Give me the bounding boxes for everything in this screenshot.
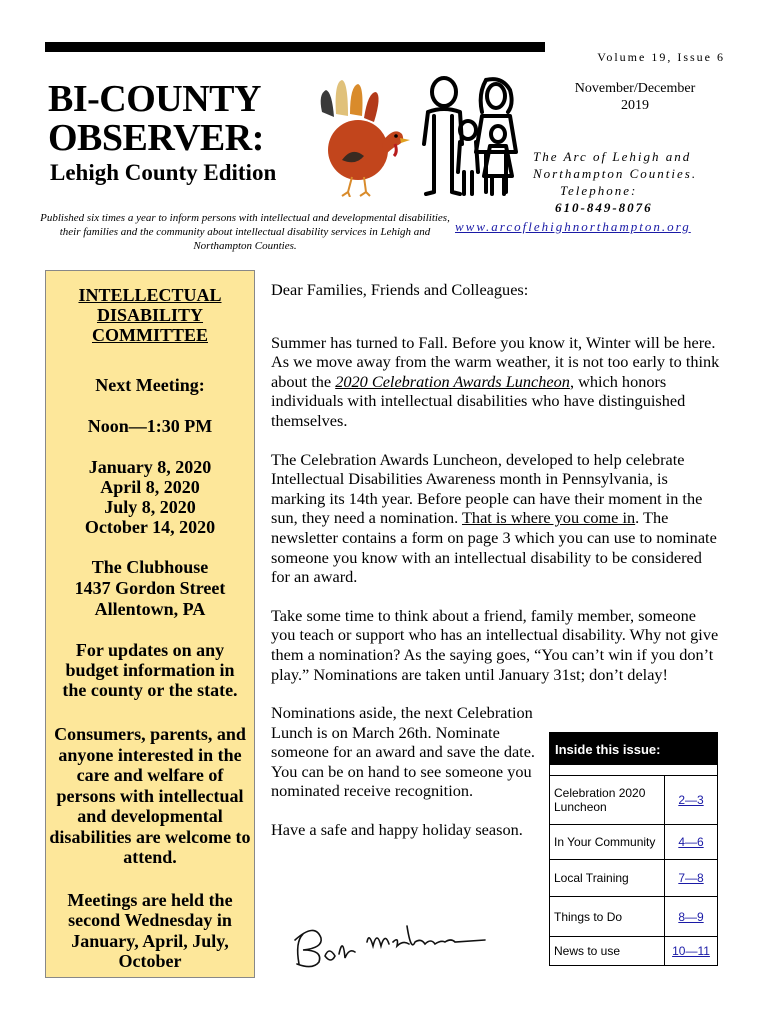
- phone-label: Telephone:: [560, 183, 638, 198]
- meeting-time: Noon—1:30 PM: [87, 416, 213, 436]
- organization-info: [533, 148, 697, 216]
- toc-label: In Your Community: [550, 825, 665, 859]
- toc-page-link[interactable]: 4—6: [678, 835, 704, 849]
- org-name-line-2: Northampton Counties.: [533, 166, 698, 181]
- toc-row: [550, 824, 717, 859]
- toc-row: [550, 936, 717, 965]
- edition-subtitle: Lehigh County Edition: [50, 160, 277, 185]
- letter-paragraph-2: [271, 450, 721, 587]
- title-line-2: OBSERVER:: [48, 117, 264, 159]
- paragraph-text: , which honors individuals with intellectual disabilities who have distinguished themselves.: [271, 371, 686, 430]
- toc-label: News to use: [550, 937, 665, 965]
- letter-paragraph-4: Nominations aside, the next Celebration Lunch is on March 26th. Nominate someone for an award and save the date. You can be on hand to see someone you nominated receive recognition.: [271, 703, 536, 801]
- letter-greeting: Dear Families, Friends and Colleagues:: [271, 280, 529, 299]
- toc-page-link[interactable]: 10—11: [672, 944, 710, 958]
- location-name: The Clubhouse: [91, 557, 209, 577]
- toc-page-link[interactable]: 7—8: [678, 871, 704, 885]
- handprint-turkey-icon: [312, 72, 412, 197]
- toc-row: [550, 775, 717, 824]
- meeting-date: October 14, 2020: [84, 517, 216, 537]
- paragraph-text: Summer has turned to Fall. Before you know it, Winter will be here. As we move away from the warm weather, it is not too early to think about the: [271, 332, 720, 391]
- toc-label: Things to Do: [550, 897, 665, 936]
- phone-number: 610-849-8076: [555, 200, 653, 215]
- location-city: Allentown, PA: [94, 599, 206, 619]
- website-link[interactable]: www.arcoflehighnorthampton.org: [455, 219, 691, 234]
- location-street: 1437 Gordon Street: [74, 578, 226, 598]
- title-line-1: BI-COUNTY: [48, 78, 261, 120]
- welcome-note: Consumers, parents, and anyone interested in the care and welfare of persons with intellectual and developmental disabilities are welcome to attend.: [49, 724, 251, 867]
- toc-row: [550, 859, 717, 896]
- letter-paragraph-3: Take some time to think about a friend, family member, someone you teach or support who has an intellectual disability. Why not give them a nomination? As the saying goes, “You can’t win if you don’t play.” Nominations are taken until January 31st; don’t delay!: [271, 605, 719, 684]
- letter-paragraph-1: [271, 333, 721, 431]
- header-rule: [45, 42, 545, 52]
- next-meeting-label: Next Meeting:: [95, 375, 205, 395]
- signature-image: [285, 912, 495, 972]
- meeting-dates: [46, 457, 254, 537]
- issue-date-year: 2019: [621, 98, 649, 113]
- paragraph-text: The Celebration Awards Luncheon, developed to help celebrate Intellectual Disabilities Awareness month in Pennsylvania, is marking its 14th year. Before people can have their moment in the sun, they need a nomination.: [271, 449, 703, 528]
- inside-title: Inside this issue:: [550, 733, 717, 765]
- luncheon-link[interactable]: 2020 Celebration Awards Luncheon: [335, 371, 570, 391]
- newsletter-title: [48, 80, 264, 158]
- toc-label: Celebration 2020 Luncheon: [550, 776, 665, 824]
- committee-sidebar: [45, 270, 255, 978]
- meeting-schedule-note: Meetings are held the second Wednesday in January, April, July, October: [67, 889, 233, 971]
- meeting-location: [46, 557, 254, 620]
- toc-row: [550, 896, 717, 936]
- meeting-date: July 8, 2020: [104, 497, 196, 517]
- org-name-line-1: The Arc of Lehigh and: [533, 149, 692, 164]
- publication-statement: Published six times a year to inform persons with intellectual and developmental disabilities, their families and the community about intellectual disability services in Lehigh and Northampton Counties.: [40, 212, 450, 252]
- toc-page-link[interactable]: 2—3: [678, 793, 704, 807]
- updates-note: For updates on any budget information in the county or the state.: [62, 640, 238, 700]
- family-logo-icon: [420, 72, 535, 197]
- committee-title: INTELLECTUAL DISABILITY COMMITTEE: [78, 285, 222, 345]
- meeting-date: April 8, 2020: [100, 477, 200, 497]
- issue-date-months: November/December: [574, 81, 696, 96]
- issue-date: [550, 80, 720, 114]
- toc-page-link[interactable]: 8—9: [678, 909, 704, 924]
- inside-this-issue: [549, 732, 718, 966]
- letter-paragraph-5: Have a safe and happy holiday season.: [271, 820, 523, 840]
- toc-label: Local Training: [550, 860, 665, 896]
- emphasis-text: That is where you come in: [461, 508, 636, 528]
- paragraph-text: . The newsletter contains a form on page 3 which you can use to nominate someone you know with an intellectual disability to be considered for an award.: [271, 508, 717, 587]
- volume-issue: Volume 19, Issue 6: [597, 50, 725, 64]
- meeting-date: January 8, 2020: [88, 457, 212, 477]
